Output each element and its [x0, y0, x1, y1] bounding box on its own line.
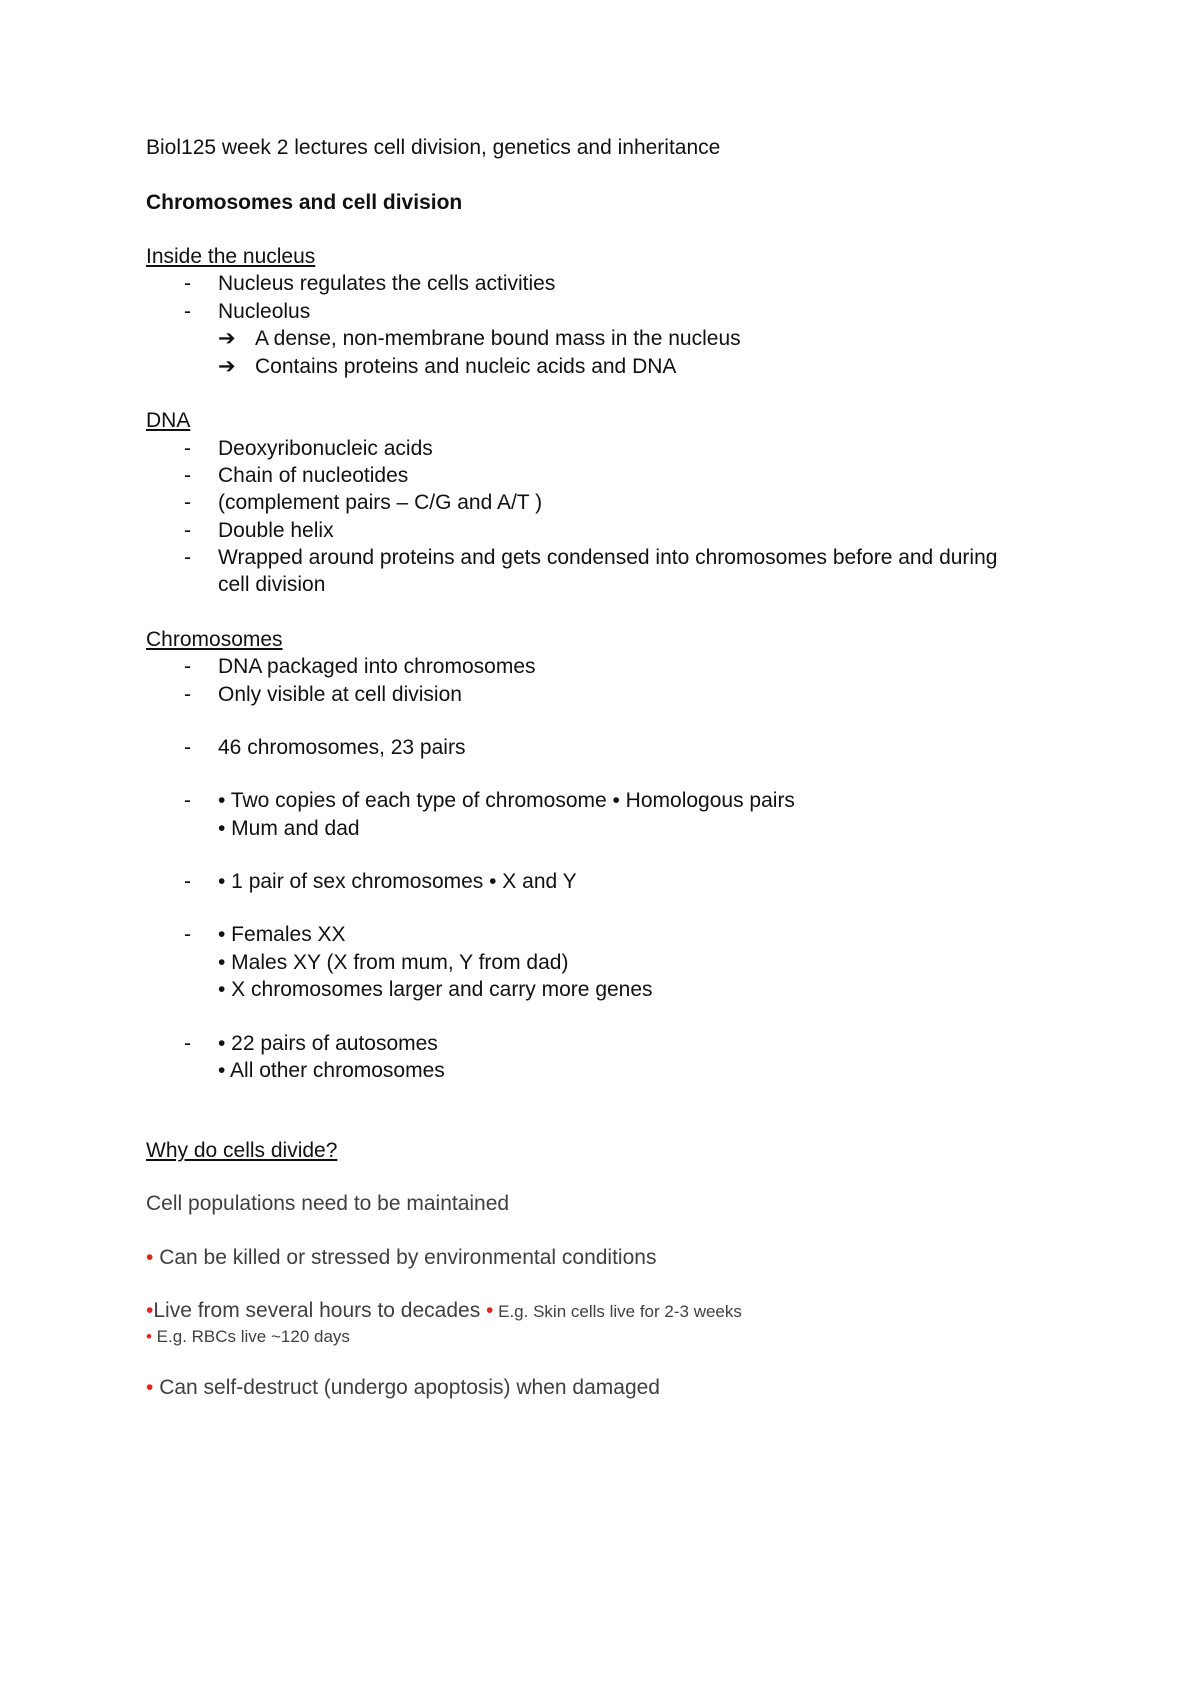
- chromosome-item: • All other chromosomes: [218, 1059, 445, 1082]
- bullet-icon: •: [146, 1246, 154, 1269]
- nucleus-item: Nucleus regulates the cells activities: [218, 272, 556, 295]
- bullet-icon: •: [146, 1376, 154, 1399]
- why-divide-point: [146, 1245, 656, 1271]
- point-text: Can self-destruct (undergo apoptosis) when damaged: [153, 1376, 660, 1399]
- chromosome-item: Only visible at cell division: [218, 683, 462, 706]
- nucleolus-subitem: Contains proteins and nucleic acids and DNA: [255, 355, 677, 378]
- dna-item-continuation: cell division: [218, 573, 326, 596]
- dash-marker: -: [184, 789, 191, 812]
- nucleus-heading: Inside the nucleus: [146, 245, 316, 268]
- nucleus-item: Nucleolus: [218, 300, 311, 323]
- dna-item: Wrapped around proteins and gets condensed into chromosomes before and during: [218, 546, 998, 569]
- bullet-icon: •: [146, 1327, 152, 1346]
- dna-item: Chain of nucleotides: [218, 464, 409, 487]
- dash-marker: -: [184, 923, 191, 946]
- dash-marker: -: [184, 683, 191, 706]
- chromosome-item: • 22 pairs of autosomes: [218, 1032, 438, 1055]
- chromosome-item: • 1 pair of sex chromosomes • X and Y: [218, 870, 577, 893]
- chromosomes-heading: Chromosomes: [146, 628, 283, 651]
- point-text: Live from several hours to decades: [153, 1299, 487, 1322]
- chromosome-item: • Females XX: [218, 923, 346, 946]
- dash-marker: -: [184, 300, 191, 323]
- dash-marker: -: [184, 272, 191, 295]
- bullet-icon: •: [486, 1299, 494, 1322]
- why-divide-point: [146, 1375, 660, 1401]
- why-divide-point: [146, 1298, 742, 1325]
- dna-heading: DNA: [146, 409, 191, 432]
- dash-marker: -: [184, 464, 191, 487]
- dash-marker: -: [184, 491, 191, 514]
- chromosome-item: DNA packaged into chromosomes: [218, 655, 536, 678]
- section-heading: Chromosomes and cell division: [146, 191, 463, 214]
- why-divide-intro: Cell populations need to be maintained: [146, 1192, 510, 1215]
- point-text: Can be killed or stressed by environmental conditions: [153, 1246, 657, 1269]
- dash-marker: -: [184, 519, 191, 542]
- dash-marker: -: [184, 437, 191, 460]
- nucleolus-subitem: A dense, non-membrane bound mass in the nucleus: [255, 327, 741, 350]
- chromosome-item: • Mum and dad: [218, 817, 360, 840]
- chromosome-item: 46 chromosomes, 23 pairs: [218, 736, 466, 759]
- chromosome-item: • Males XY (X from mum, Y from dad): [218, 951, 569, 974]
- dash-marker: -: [184, 655, 191, 678]
- document-title: Biol125 week 2 lectures cell division, genetics and inheritance: [146, 136, 721, 159]
- dna-item: Double helix: [218, 519, 334, 542]
- point-example: E.g. Skin cells live for 2-3 weeks: [493, 1302, 742, 1321]
- dna-item: Deoxyribonucleic acids: [218, 437, 433, 460]
- chromosome-item: • X chromosomes larger and carry more genes: [218, 978, 653, 1001]
- why-divide-heading: Why do cells divide?: [146, 1139, 338, 1162]
- dash-marker: -: [184, 1032, 191, 1055]
- chromosome-item: • Two copies of each type of chromosome • Homologous pairs: [218, 789, 795, 812]
- dna-item: (complement pairs – C/G and A/T ): [218, 491, 543, 514]
- dash-marker: -: [184, 736, 191, 759]
- arrow-icon: ➔: [218, 355, 236, 378]
- arrow-icon: ➔: [218, 327, 236, 350]
- dash-marker: -: [184, 546, 191, 569]
- bullet-icon: •: [146, 1299, 154, 1322]
- why-divide-point: [146, 1324, 350, 1350]
- dash-marker: -: [184, 870, 191, 893]
- point-example: E.g. RBCs live ~120 days: [151, 1327, 350, 1346]
